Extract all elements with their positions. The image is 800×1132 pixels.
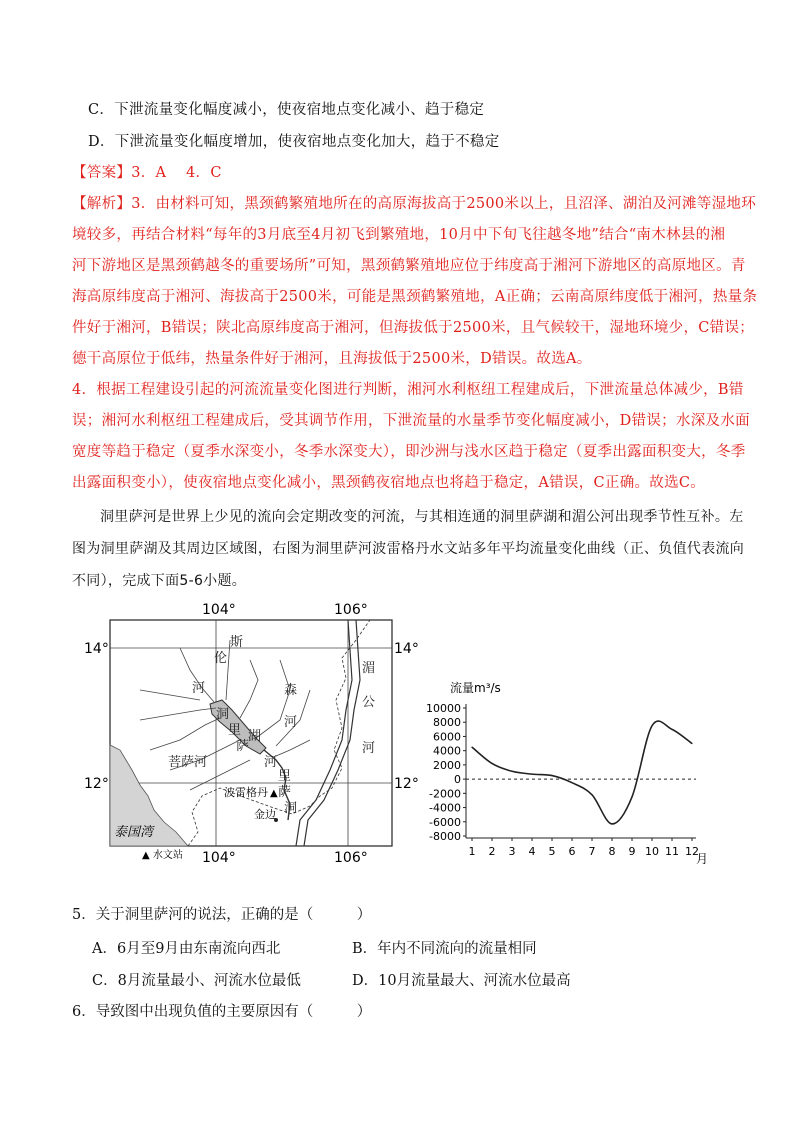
lat-label: 14° — [394, 641, 419, 657]
q6-stem: 6．导致图中出现负值的主要原因有（ ） — [72, 1004, 372, 1020]
lon-label: 104° — [202, 602, 236, 618]
gulf-label: 泰国湾 — [114, 825, 154, 840]
station-label: 波雷格丹 — [224, 786, 268, 799]
map-label: 河 — [284, 715, 298, 730]
q5-stem: 5．关于洞里萨河的说法，正确的是（ ） — [72, 907, 372, 923]
flow-data-point — [651, 725, 652, 726]
map-label: 萨 — [236, 739, 250, 754]
x-tick-label: 6 — [568, 845, 576, 858]
x-tick-label: 9 — [628, 845, 636, 858]
intro-line: 洞里萨河是世界上少见的流向会定期改变的河流，与其相连通的洞里萨湖和湄公河出现季节性互补。左 — [100, 509, 744, 525]
flow-data-point — [691, 743, 692, 744]
analysis-line: 境较多，再结合材料“每年的3月底至4月初飞到繁殖地，10月中下旬飞往越冬地”结合“南木林县的湘 — [72, 227, 726, 243]
lat-label: 12° — [394, 776, 419, 792]
y-tick-label: -8000 — [429, 830, 461, 843]
map-label: 湖 — [248, 729, 262, 744]
q5-option-a[interactable]: A．6月至9月由东南流向西北 — [92, 941, 281, 957]
x-tick-label: 8 — [608, 845, 616, 858]
analysis-3-text: 3．由材料可知，黑颈鹤繁殖地所在的高原海拔高于2500米以上，且沼泽、湖泊及河滩等湿地环 — [131, 196, 757, 212]
map-label: 萨 — [278, 785, 292, 800]
lon-label: 106° — [334, 850, 368, 866]
x-tick-label: 1 — [468, 845, 476, 858]
flow-series-line — [472, 721, 692, 824]
option-d-prev: D．下泄流量变化幅度增加，使夜宿地点变化加大，趋于不稳定 — [88, 134, 500, 150]
answer-text: 3．A 4．C — [131, 165, 222, 181]
map-label: 洞 — [216, 707, 230, 722]
map-label: 森 — [284, 683, 298, 698]
analysis-line: 4．根据工程建设引起的河流流量变化图进行判断，湘河水利枢纽工程建成后，下泄流量总体减少，B错 — [72, 382, 744, 398]
flow-data-point — [511, 771, 512, 772]
option-c-prev: C．下泄流量变化幅度减小，使夜宿地点变化减小、趋于稳定 — [88, 102, 485, 118]
map-label: 里 — [228, 723, 242, 738]
map-label: 公 — [362, 695, 376, 710]
x-tick-label: 4 — [528, 845, 536, 858]
y-tick-label: 10000 — [426, 702, 461, 715]
analysis-line: 宽度等趋于稳定（夏季水深变小，冬季水深变大），即沙洲与浅水区趋于稳定（夏季出露面积变大，冬季 — [72, 444, 746, 460]
city-label: 金边 — [254, 808, 276, 821]
map-label: 河 — [264, 755, 278, 770]
lat-label: 14° — [84, 641, 109, 657]
lat-label: 12° — [84, 776, 109, 792]
intro-line: 不同），完成下面5-6小题。 — [72, 573, 247, 589]
x-tick-label: 7 — [588, 845, 596, 858]
map-label: 河 — [192, 681, 206, 696]
x-tick-label: 10 — [645, 845, 659, 858]
flow-data-point — [551, 775, 552, 776]
flow-data-point — [531, 774, 532, 775]
answer-tag: 【答案】 — [72, 165, 132, 181]
x-tick-label: 5 — [548, 845, 556, 858]
y-tick-label: 4000 — [433, 744, 461, 758]
y-tick-label: 2000 — [433, 758, 461, 772]
analysis-line: 河下游地区是黑颈鹤越冬的重要场所”可知，黑颈鹤繁殖地应位于纬度高于湘河下游地区的高原地区。青 — [72, 258, 746, 274]
station-legend: ▲ 水文站 — [142, 850, 183, 861]
analysis-line: 误；湘河水利枢纽工程建成后，受其调节作用，下泄流量的水量季节变化幅度减小，D错误；水深及水面 — [72, 413, 750, 429]
flow-chart — [420, 672, 720, 872]
analysis-line: 海高原纬度高于湘河、海拔高于2500米，可能是黑颈鹤繁殖地，A正确；云南高原纬度低于湘河，热量条 — [72, 289, 758, 305]
answer-line — [72, 161, 222, 182]
y-tick-label: -6000 — [429, 815, 461, 829]
intro-line: 图为洞里萨湖及其周边区域图，右图为洞里萨河波雷格丹水文站多年平均流量变化曲线（正、负值代表流向 — [72, 541, 745, 557]
flow-data-point — [671, 729, 672, 730]
flow-data-point — [491, 763, 492, 764]
x-tick-label: 3 — [508, 845, 516, 858]
analysis-line: 出露面积变小），使夜宿地点变化减小，黑颈鹤夜宿地点也将趋于稳定，A错误，C正确。故选C。 — [72, 475, 706, 491]
y-tick-label: 0 — [454, 773, 461, 787]
lake-map — [80, 600, 420, 870]
flow-data-point — [591, 794, 592, 795]
map-label: 湄 — [362, 661, 376, 676]
analysis-line: 德干高原位于低纬，热量条件好于湘河，且海拔低于2500米，D错误。故选A。 — [72, 351, 592, 367]
map-label: 伦 — [214, 651, 228, 666]
y-axis-label: 流量m³/s — [450, 681, 501, 695]
q5-option-b[interactable]: B．年内不同流向的流量相同 — [352, 941, 537, 957]
map-label: 里 — [278, 769, 292, 784]
map-label: 河 — [362, 741, 376, 756]
lon-label: 106° — [334, 602, 368, 618]
station-icon: ▲ — [270, 788, 278, 799]
analysis-line: 件好于湘河，B错误；陕北高原纬度高于湘河，但海拔低于2500米，且气候较干，湿地环境少，C错误； — [72, 320, 755, 336]
q5-option-d[interactable]: D．10月流量最大、河流水位最高 — [352, 973, 571, 989]
lon-label: 104° — [202, 850, 236, 866]
x-tick-label: 12 — [685, 845, 699, 858]
analysis-line — [72, 192, 756, 213]
y-tick-label: -4000 — [429, 801, 461, 815]
flow-data-point — [471, 747, 472, 748]
x-unit-label: 月 — [696, 852, 709, 866]
flow-data-point — [571, 782, 572, 783]
y-tick-label: -2000 — [429, 787, 461, 801]
y-tick-label: 6000 — [433, 730, 461, 744]
flow-data-point — [611, 823, 612, 824]
analysis-tag: 【解析】 — [72, 196, 132, 212]
x-tick-label: 11 — [665, 845, 679, 858]
map-label: 斯 — [230, 635, 244, 650]
flow-data-point — [631, 796, 632, 797]
y-tick-label: 8000 — [433, 716, 461, 730]
x-tick-label: 2 — [488, 845, 496, 858]
map-label: 洞 — [284, 801, 298, 816]
map-label: 菩萨河 — [168, 755, 208, 770]
q5-option-c[interactable]: C．8月流量最小、河流水位最低 — [92, 973, 301, 989]
